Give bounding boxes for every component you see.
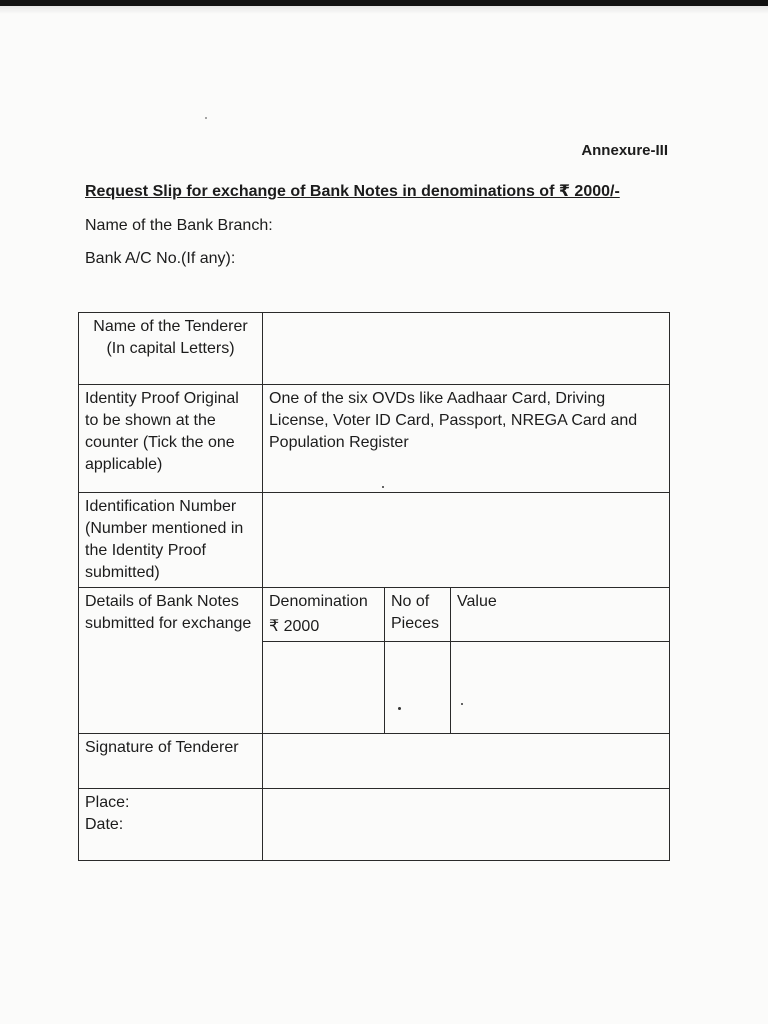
annexure-label: Annexure-III <box>581 142 668 159</box>
value-entry-field[interactable] <box>451 642 670 734</box>
pieces-entry-field[interactable] <box>385 642 451 734</box>
scan-shadow <box>0 6 768 14</box>
identity-proof-label: Identity Proof Original to be shown at the counter (Tick the one applicable) <box>85 390 239 473</box>
identity-proof-value: One of the six OVDs like Aadhaar Card, Driving License, Voter ID Card, Passport, NREGA Card and Population Register <box>269 390 638 451</box>
form-title: Request Slip for exchange of Bank Notes in denominations of ₹ 2000/- <box>85 183 620 200</box>
request-slip-table <box>78 312 670 861</box>
bank-branch-label: Name of the Bank Branch: <box>85 217 273 234</box>
scan-speck <box>382 486 384 488</box>
signature-field[interactable] <box>263 734 670 789</box>
table-row <box>79 493 670 588</box>
tenderer-name-label-cell <box>79 313 263 385</box>
table-row <box>79 313 670 385</box>
place-date-label-cell <box>79 789 263 861</box>
denomination-header-cell <box>263 588 385 642</box>
place-date-field[interactable] <box>263 789 670 861</box>
denomination-value: ₹ 2000 <box>269 618 320 635</box>
signature-label: Signature of Tenderer <box>85 739 239 756</box>
scan-speck <box>398 707 401 710</box>
table-row <box>79 385 670 493</box>
denomination-entry-field[interactable] <box>263 642 385 734</box>
table-row <box>79 789 670 861</box>
value-header-cell <box>451 588 670 642</box>
tenderer-name-field[interactable] <box>263 313 670 385</box>
date-label: Date: <box>85 816 124 833</box>
pieces-header-cell <box>385 588 451 642</box>
signature-label-cell <box>79 734 263 789</box>
scan-speck <box>205 117 207 119</box>
bank-ac-label: Bank A/C No.(If any): <box>85 250 236 267</box>
identification-number-label-cell <box>79 493 263 588</box>
identity-proof-label-cell <box>79 385 263 493</box>
details-label-cell <box>79 588 263 734</box>
identification-number-label: Identification Number (Number mentioned in the Identity Proof submitted) <box>85 498 244 581</box>
denomination-header: Denomination <box>269 593 368 610</box>
table-row <box>79 734 670 789</box>
place-label: Place: <box>85 794 130 811</box>
value-header: Value <box>457 593 497 610</box>
scan-speck <box>461 703 463 705</box>
table-row <box>79 588 670 642</box>
details-label: Details of Bank Notes submitted for exchange <box>85 593 252 632</box>
pieces-header: No of Pieces <box>391 593 440 632</box>
tenderer-name-label: Name of the Tenderer (In capital Letters) <box>93 318 248 357</box>
identity-proof-field[interactable] <box>263 385 670 493</box>
identification-number-field[interactable] <box>263 493 670 588</box>
